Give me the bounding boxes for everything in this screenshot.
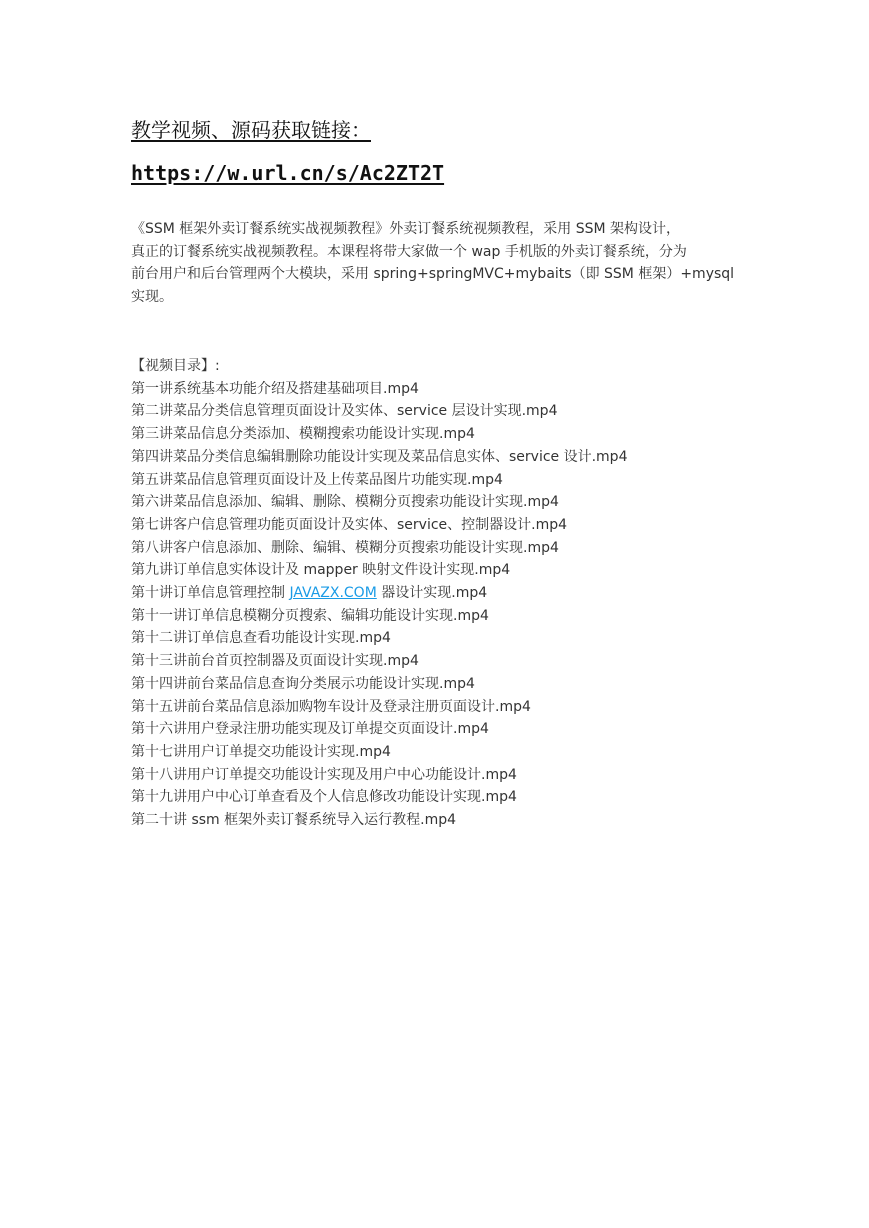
video-toc xyxy=(131,355,627,832)
javazx-link[interactable]: JAVAZX.COM xyxy=(289,585,377,602)
toc-item: 第三讲菜品信息分类添加、模糊搜索功能设计实现.mp4 xyxy=(131,426,475,443)
toc-item: 第十二讲订单信息查看功能设计实现.mp4 xyxy=(131,630,391,647)
download-link[interactable]: https://w.url.cn/s/Ac2ZT2T xyxy=(131,161,445,185)
toc-item-prefix: 第十讲订单信息管理控制 xyxy=(131,585,285,602)
course-intro xyxy=(131,218,743,308)
toc-item: 第七讲客户信息管理功能页面设计及实体、service、控制器设计.mp4 xyxy=(131,516,568,533)
toc-item: 第八讲客户信息添加、删除、编辑、模糊分页搜索功能设计实现.mp4 xyxy=(131,539,559,556)
toc-item-with-link xyxy=(131,582,627,605)
toc-item: 第十一讲订单信息模糊分页搜索、编辑功能设计实现.mp4 xyxy=(131,607,489,624)
toc-title: 【视频目录】: xyxy=(131,358,220,374)
toc-item: 第十三讲前台首页控制器及页面设计实现.mp4 xyxy=(131,653,419,670)
toc-item-suffix: 器设计实现.mp4 xyxy=(381,585,488,602)
intro-line: 实现。 xyxy=(131,288,173,305)
toc-item: 第十六讲用户登录注册功能实现及订单提交页面设计.mp4 xyxy=(131,721,489,738)
toc-item: 第十七讲用户订单提交功能设计实现.mp4 xyxy=(131,743,391,760)
toc-item: 第十九讲用户中心订单查看及个人信息修改功能设计实现.mp4 xyxy=(131,789,517,806)
toc-item: 第五讲菜品信息管理页面设计及上传菜品图片功能实现.mp4 xyxy=(131,471,503,488)
toc-item: 第九讲订单信息实体设计及 mapper 映射文件设计实现.mp4 xyxy=(131,562,511,579)
toc-item: 第一讲系统基本功能介绍及搭建基础项目.mp4 xyxy=(131,380,419,397)
resource-heading: 教学视频、源码获取链接： xyxy=(131,118,371,142)
toc-item: 第二十讲 ssm 框架外卖订餐系统导入运行教程.mp4 xyxy=(131,812,457,829)
toc-item: 第十五讲前台菜品信息添加购物车设计及登录注册页面设计.mp4 xyxy=(131,698,531,715)
toc-item: 第十四讲前台菜品信息查询分类展示功能设计实现.mp4 xyxy=(131,675,475,692)
toc-item: 第四讲菜品分类信息编辑删除功能设计实现及菜品信息实体、service 设计.mp4 xyxy=(131,448,628,465)
toc-item: 第二讲菜品分类信息管理页面设计及实体、service 层设计实现.mp4 xyxy=(131,403,558,420)
toc-item: 第六讲菜品信息添加、编辑、删除、模糊分页搜索功能设计实现.mp4 xyxy=(131,494,559,511)
intro-line: 真正的订餐系统实战视频教程。本课程将带大家做一个 wap 手机版的外卖订餐系统，分为 xyxy=(131,243,687,260)
intro-line: 前台用户和后台管理两个大模块，采用 spring+springMVC+mybaits（即 SSM 框架）+mysql xyxy=(131,266,735,283)
intro-line: 《SSM 框架外卖订餐系统实战视频教程》外卖订餐系统视频教程，采用 SSM 架构设计， xyxy=(131,221,681,237)
toc-item: 第十八讲用户订单提交功能设计实现及用户中心功能设计.mp4 xyxy=(131,766,517,783)
